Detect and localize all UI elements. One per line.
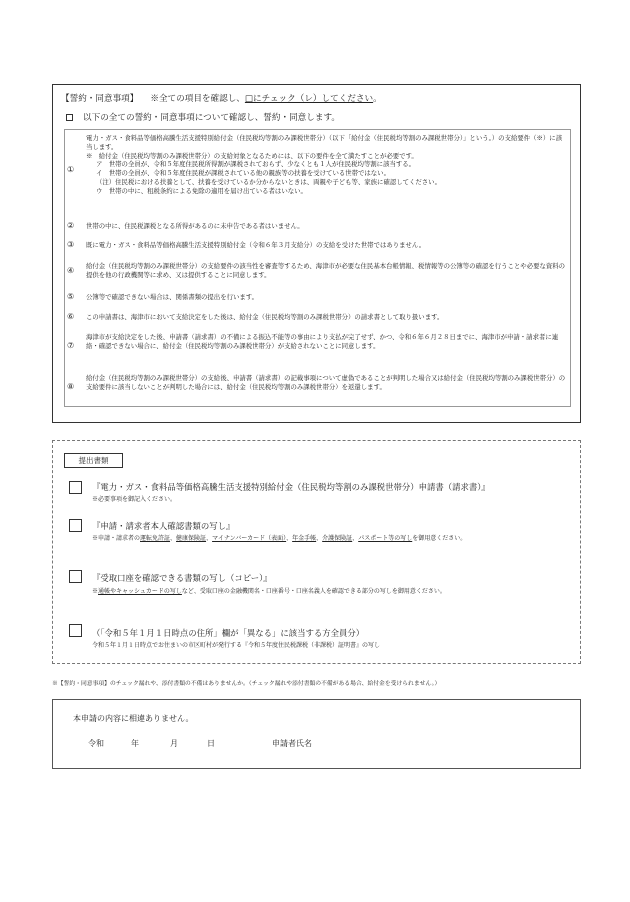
document-title: 『電力・ガス・食料品等価格高騰生活支援特別給付金（住民税均等割のみ課税世帯分）申請書（請求書）』 (92, 482, 490, 492)
pledge-item (64, 313, 571, 325)
pledge-item-text: 既に電力・ガス・食料品等価格高騰生活支援特別給付金（令和６年３月支給分）の支給を受けた世帯ではありません。 (86, 241, 426, 249)
pledge-item-number: ⑦ (67, 341, 75, 350)
pledge-item-number: ⑥ (67, 312, 75, 321)
pledge-item-text: この申請書は、海津市において支給決定をした後は、給付金（住民税均等割のみ課税世帯分）の請求書として取り扱います。 (86, 313, 444, 321)
pledge-item-number: ④ (67, 266, 75, 275)
pledge-item (64, 262, 571, 288)
checklist-footnote: ※【誓約・同意事項】のチェック漏れや、添付書類の不備はありませんか。（チェック漏れや添付書類の不備がある場合、給付金を受けられません。） (52, 681, 441, 687)
pledge-item-number: ① (67, 165, 75, 174)
document-note: ※必要事項を御記入ください。 (92, 496, 177, 503)
document-note: ※申請・請求者の運転免許証、健康保険証、マイナンバーカード（表面）、年金手帳、介護保険証、パスポート等の写しを御用意ください。 (92, 535, 467, 542)
pledge-item (64, 374, 571, 404)
pledge-item-number: ③ (67, 240, 75, 249)
document-checkbox-bank-account[interactable] (69, 570, 82, 583)
pledge-item-text: 給付金（住民税均等割のみ課税世帯分）の支給後、申請書（請求書）の記載事項について虚偽であることが判明した場合又は給付金（住民税均等割のみ課税世帯分）の支給要件に該当しないことが判明した場合には、給付金（住民税均等割のみ課税世帯分）を返還します。 (86, 374, 566, 391)
pledge-item-number: ⑤ (67, 292, 75, 301)
applicant-name-label: 申請者氏名 (272, 739, 312, 748)
pledge-item-number: ⑧ (67, 382, 75, 391)
agree-all-row[interactable] (66, 111, 340, 123)
pledge-item (64, 333, 571, 363)
document-title: 『受取口座を確認できる書類の写し（コピー）』 (92, 573, 272, 583)
date-year-label: 年 (131, 739, 139, 748)
document-checkbox-id[interactable] (69, 519, 82, 532)
pledge-header (61, 92, 382, 104)
pledge-item-text: 公簿等で確認できない場合は、関係書類の提出を行います。 (86, 293, 259, 301)
pledge-item-text: 世帯の中に、住民税課税となる所得があるのに未申告である者はいません。 (86, 222, 304, 230)
document-note: ※通帳やキャッシュカードの写しなど、受取口座の金融機関名・口座番号・口座名義人を確認できる部分の写しを御用意ください。 (92, 588, 446, 595)
agree-all-label: 以下の全ての誓約・同意事項について確認し、誓約・同意します。 (83, 113, 340, 123)
document-checkbox-tax-certificate[interactable] (69, 624, 82, 637)
document-title: 『申請・請求者本人確認書類の写し』 (92, 521, 235, 531)
date-era-label: 令和 (88, 739, 104, 748)
pledge-header-title: 【誓約・同意事項】 (61, 94, 139, 104)
signature-section (52, 699, 581, 769)
document-title: （「令和５年１月１日時点の住所」欄が「異なる」に該当する方全員分） (92, 628, 365, 638)
agree-all-checkbox[interactable] (66, 114, 73, 121)
applicant-name-field[interactable] (330, 735, 560, 751)
document-checkbox-application[interactable] (69, 481, 82, 494)
pledge-item-text: 電力・ガス・食料品等価格高騰生活支援特別給付金（住民税均等割のみ課税世帯分）（以下「給付金（住民税均等割のみ課税世帯分）」という。）の支給要件（※）に該当します。 ※ 給付金（住民税均等割のみ課税世帯分）の支給対象となるためには、以下の要件を全て満たすことが必要です。 ア 世帯の全員が、令和５年度住民税所得割が課税されておらず、少なくとも１人が住民税均等割に該当する。 イ 世帯の全員が、令和５年度住民税が課税されている他の親族等の扶養を受けている世帯ではない。 （注）住民税における扶養として、扶養を受けているか分からないときは、両親や子ども等、家族に確認してください。 ウ 世帯の中に、租税条約による免除の適用を届け出ている者はいない。 (86, 134, 563, 195)
pledge-item (64, 134, 571, 210)
date-month-label: 月 (170, 739, 178, 748)
pledge-instruction: ※全ての項目を確認し、□にチェック（レ）してください。 (150, 94, 382, 104)
date-day-label: 日 (207, 739, 215, 748)
pledge-item (64, 293, 571, 305)
pledge-item-text: 給付金（住民税均等割のみ課税世帯分）の支給要件の該当性を審査等するため、海津市が必要な住民基本台帳情報、税情報等の公簿等の確認を行うことや必要な資料の提供を他の行政機関等に求め、又は提供することに同意します。 (86, 262, 566, 279)
pledge-item-text: 海津市が支給決定をした後、申請書（請求書）の不備による振込不能等の事由により支払が完了せず、かつ、令和６年６月２８日までに、海津市が申請・請求者に連絡・確認できない場合に、給付金（住民税均等割のみ課税世帯分）が支給されないことに同意します。 (86, 333, 559, 350)
submission-documents-tag: 提出書類 (64, 453, 123, 468)
pledge-item (64, 241, 571, 253)
document-note: 令和５年１月１日時点でお住まいの市区町村が発行する『令和５年度住民税課税（非課税）証明書』の写し (92, 642, 381, 649)
pledge-item-number: ② (67, 221, 75, 230)
signature-declaration: 本申請の内容に相違ありません。 (73, 714, 194, 723)
pledge-item (64, 222, 571, 234)
